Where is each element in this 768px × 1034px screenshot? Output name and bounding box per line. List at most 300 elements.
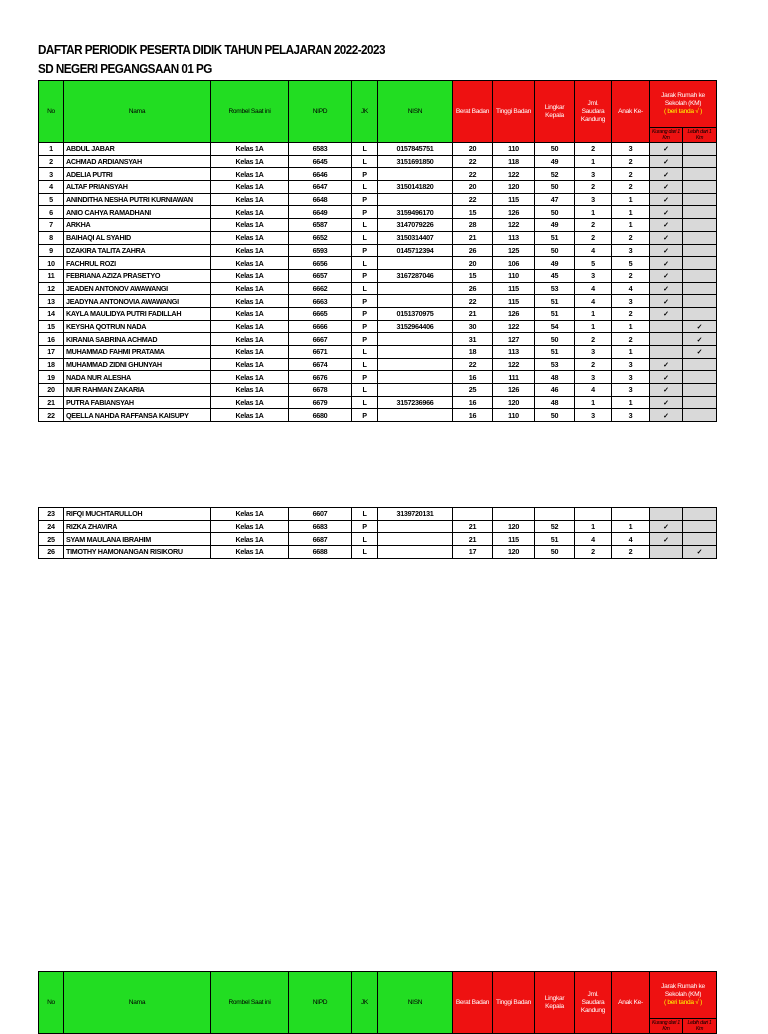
cell-lebih [683,409,717,422]
cell-lingkar: 51 [535,533,575,546]
cell-lebih [683,168,717,181]
cell-saudara [575,508,612,521]
cell-berat [453,508,493,521]
cell-rombel: Kelas 1A [211,358,289,371]
cell-nisn [378,295,453,308]
cell-rombel: Kelas 1A [211,320,289,333]
cell-kurang [650,346,683,359]
cell-saudara: 5 [575,257,612,270]
cell-nisn [378,546,453,559]
header-jarak-label: Jarak Rumah ke Sekolah (KM) [661,982,705,998]
cell-berat: 22 [453,155,493,168]
cell-kurang: ✓ [650,295,683,308]
cell-lingkar: 45 [535,269,575,282]
cell-rombel: Kelas 1A [211,244,289,257]
cell-nisn [378,282,453,295]
cell-nisn: 0157845751 [378,143,453,156]
cell-no: 20 [39,384,64,397]
header-jk: JK [352,972,378,1034]
cell-nipd: 6648 [289,193,352,206]
cell-no: 18 [39,358,64,371]
cell-jk: L [352,508,378,521]
cell-no: 6 [39,206,64,219]
table-row [39,346,717,359]
cell-lebih: ✓ [683,346,717,359]
header-no: No [39,81,64,143]
header-tinggi: Tinggi Badan [493,81,535,143]
cell-nipd: 6687 [289,533,352,546]
cell-nipd: 6593 [289,244,352,257]
cell-nama: KAYLA MAULIDYA PUTRI FADILLAH [64,307,211,320]
cell-lebih [683,371,717,384]
cell-jk: L [352,282,378,295]
cell-jk: P [352,244,378,257]
cell-tinggi: 111 [493,371,535,384]
cell-no: 13 [39,295,64,308]
cell-kurang: ✓ [650,257,683,270]
cell-tinggi: 113 [493,231,535,244]
cell-jk: L [352,181,378,194]
cell-tinggi: 120 [493,181,535,194]
table-row [39,508,717,521]
header-nama: Nama [64,81,211,143]
cell-nama: MUHAMMAD ZIDNI GHUNYAH [64,358,211,371]
cell-anak: 2 [612,155,650,168]
cell-nisn [378,384,453,397]
cell-nisn: 3167287046 [378,269,453,282]
cell-lingkar: 49 [535,219,575,232]
table-row [39,193,717,206]
cell-nisn [378,371,453,384]
cell-lebih [683,384,717,397]
cell-lebih [683,282,717,295]
cell-lebih [683,358,717,371]
cell-rombel: Kelas 1A [211,269,289,282]
cell-nipd: 6688 [289,546,352,559]
cell-anak: 2 [612,546,650,559]
cell-anak: 3 [612,409,650,422]
cell-nama: FEBRIANA AZIZA PRASETYO [64,269,211,282]
cell-berat: 22 [453,358,493,371]
table-row [39,533,717,546]
cell-saudara: 3 [575,168,612,181]
table-row [39,206,717,219]
cell-rombel: Kelas 1A [211,508,289,521]
cell-berat: 31 [453,333,493,346]
cell-jk: L [352,546,378,559]
cell-rombel: Kelas 1A [211,396,289,409]
cell-saudara: 2 [575,219,612,232]
cell-rombel: Kelas 1A [211,371,289,384]
cell-no: 2 [39,155,64,168]
cell-nisn [378,193,453,206]
cell-lebih [683,269,717,282]
cell-tinggi: 115 [493,533,535,546]
header-jarak-label: Jarak Rumah ke Sekolah (KM) [661,91,705,107]
cell-tinggi: 122 [493,358,535,371]
cell-anak: 2 [612,181,650,194]
cell-saudara: 2 [575,143,612,156]
cell-no: 15 [39,320,64,333]
cell-lebih [683,181,717,194]
cell-berat: 20 [453,143,493,156]
cell-tinggi [493,508,535,521]
cell-saudara: 2 [575,181,612,194]
header-jarak [650,972,717,1019]
cell-nama: SYAM MAULANA IBRAHIM [64,533,211,546]
table-row [39,307,717,320]
cell-jk: P [352,333,378,346]
cell-lebih [683,295,717,308]
cell-lebih: ✓ [683,546,717,559]
cell-nipd: 6662 [289,282,352,295]
cell-nisn: 0145712394 [378,244,453,257]
header-kurang: Kurang dari 1 Km [650,127,683,143]
header-jarak-note: ( beri tanda √ ) [663,107,703,115]
cell-kurang: ✓ [650,181,683,194]
cell-lingkar: 48 [535,371,575,384]
cell-nama: DZAKIRA TALITA ZAHRA [64,244,211,257]
cell-saudara: 4 [575,384,612,397]
cell-kurang: ✓ [650,520,683,533]
cell-lebih [683,257,717,270]
cell-nipd: 6607 [289,508,352,521]
cell-nipd: 6674 [289,358,352,371]
cell-lebih: ✓ [683,333,717,346]
cell-nama: RIFQI MUCHTARULLOH [64,508,211,521]
cell-kurang [650,508,683,521]
cell-saudara: 1 [575,320,612,333]
cell-tinggi: 115 [493,282,535,295]
cell-saudara: 3 [575,193,612,206]
cell-lebih [683,396,717,409]
header-nisn: NISN [378,81,453,143]
cell-tinggi: 122 [493,320,535,333]
cell-jk: L [352,231,378,244]
cell-kurang: ✓ [650,282,683,295]
cell-nipd: 6683 [289,520,352,533]
cell-lebih [683,231,717,244]
cell-anak: 1 [612,396,650,409]
cell-lingkar: 54 [535,320,575,333]
cell-lingkar: 52 [535,168,575,181]
cell-nama: MUHAMMAD FAHMI PRATAMA [64,346,211,359]
cell-kurang: ✓ [650,206,683,219]
table-row [39,295,717,308]
header-tinggi: Tinggi Badan [493,972,535,1034]
cell-kurang: ✓ [650,371,683,384]
cell-jk: P [352,307,378,320]
cell-lebih [683,193,717,206]
cell-lingkar: 49 [535,257,575,270]
cell-berat: 30 [453,320,493,333]
cell-kurang: ✓ [650,219,683,232]
cell-nama: ABDUL JABAR [64,143,211,156]
cell-saudara: 4 [575,295,612,308]
header-no: No [39,972,64,1034]
cell-jk: P [352,295,378,308]
table-row [39,168,717,181]
cell-berat: 28 [453,219,493,232]
cell-nipd: 6652 [289,231,352,244]
cell-nisn: 3150314407 [378,231,453,244]
cell-nisn: 3159496170 [378,206,453,219]
cell-anak: 2 [612,168,650,181]
cell-nama: ANINDITHA NESHA PUTRI KURNIAWAN [64,193,211,206]
cell-nipd: 6587 [289,219,352,232]
cell-nisn [378,533,453,546]
cell-berat: 20 [453,181,493,194]
table-row [39,358,717,371]
cell-jk: P [352,409,378,422]
cell-anak: 2 [612,269,650,282]
cell-no: 25 [39,533,64,546]
cell-nipd: 6646 [289,168,352,181]
cell-tinggi: 120 [493,520,535,533]
cell-nisn [378,409,453,422]
cell-rombel: Kelas 1A [211,409,289,422]
cell-anak: 3 [612,244,650,257]
cell-tinggi: 126 [493,384,535,397]
cell-saudara: 1 [575,520,612,533]
cell-anak: 2 [612,231,650,244]
cell-rombel: Kelas 1A [211,155,289,168]
cell-berat: 18 [453,346,493,359]
cell-rombel: Kelas 1A [211,307,289,320]
cell-lingkar: 52 [535,520,575,533]
cell-anak: 2 [612,307,650,320]
cell-saudara: 3 [575,371,612,384]
cell-rombel: Kelas 1A [211,143,289,156]
cell-anak: 3 [612,143,650,156]
cell-saudara: 2 [575,358,612,371]
header-berat: Berat Badan [453,972,493,1034]
cell-saudara: 2 [575,546,612,559]
header-lebih: Lebih dari 1 Km [683,1018,717,1034]
cell-kurang: ✓ [650,193,683,206]
cell-lebih [683,533,717,546]
cell-tinggi: 120 [493,546,535,559]
cell-nisn [378,333,453,346]
cell-saudara: 4 [575,244,612,257]
cell-berat: 15 [453,269,493,282]
cell-saudara: 1 [575,155,612,168]
cell-lebih [683,307,717,320]
cell-saudara: 1 [575,396,612,409]
cell-lingkar: 50 [535,244,575,257]
cell-kurang: ✓ [650,269,683,282]
cell-lebih [683,143,717,156]
header-nipd: NIPD [289,972,352,1034]
cell-lingkar: 49 [535,155,575,168]
cell-no: 17 [39,346,64,359]
cell-anak: 1 [612,320,650,333]
cell-lingkar: 51 [535,231,575,244]
cell-saudara: 3 [575,346,612,359]
cell-kurang: ✓ [650,409,683,422]
cell-nama: JEADEN ANTONOV AWAWANGI [64,282,211,295]
cell-jk: L [352,358,378,371]
cell-lingkar: 50 [535,333,575,346]
cell-anak: 1 [612,193,650,206]
cell-rombel: Kelas 1A [211,520,289,533]
cell-nama: ACHMAD ARDIANSYAH [64,155,211,168]
cell-nisn: 3157236966 [378,396,453,409]
cell-nama: BAIHAQI AL SYAHID [64,231,211,244]
cell-no: 10 [39,257,64,270]
cell-jk: P [352,520,378,533]
cell-nipd: 6663 [289,295,352,308]
cell-saudara: 2 [575,231,612,244]
header-lebih: Lebih dari 1 Km [683,127,717,143]
cell-berat: 25 [453,384,493,397]
cell-nisn: 3147079226 [378,219,453,232]
cell-lingkar: 51 [535,307,575,320]
cell-nisn: 3151691850 [378,155,453,168]
student-table [38,80,717,422]
cell-kurang: ✓ [650,168,683,181]
cell-no: 26 [39,546,64,559]
cell-no: 14 [39,307,64,320]
cell-tinggi: 113 [493,346,535,359]
cell-nama: ANIO CAHYA RAMADHANI [64,206,211,219]
cell-rombel: Kelas 1A [211,333,289,346]
cell-tinggi: 125 [493,244,535,257]
cell-berat: 21 [453,533,493,546]
cell-anak: 3 [612,295,650,308]
cell-nisn: 3152964406 [378,320,453,333]
table-row [39,231,717,244]
header-jk: JK [352,81,378,143]
cell-lingkar: 48 [535,396,575,409]
cell-lingkar: 50 [535,206,575,219]
cell-tinggi: 122 [493,219,535,232]
cell-lingkar: 51 [535,295,575,308]
cell-nipd: 6676 [289,371,352,384]
cell-nisn [378,520,453,533]
cell-nama: KEYSHA QOTRUN NADA [64,320,211,333]
cell-rombel: Kelas 1A [211,295,289,308]
table-row [39,371,717,384]
cell-nipd: 6645 [289,155,352,168]
cell-kurang [650,333,683,346]
cell-anak: 4 [612,533,650,546]
cell-no: 4 [39,181,64,194]
cell-nisn [378,358,453,371]
cell-kurang: ✓ [650,143,683,156]
cell-anak: 1 [612,520,650,533]
cell-lebih [683,219,717,232]
table-row [39,333,717,346]
cell-lingkar: 53 [535,282,575,295]
cell-berat: 26 [453,282,493,295]
cell-jk: P [352,320,378,333]
cell-anak: 3 [612,384,650,397]
table-row [39,155,717,168]
cell-lingkar [535,508,575,521]
school-name: SD NEGERI PEGANGSAAN 01 PG [38,61,212,76]
cell-lingkar: 46 [535,384,575,397]
cell-tinggi: 122 [493,168,535,181]
cell-saudara: 2 [575,333,612,346]
cell-nipd: 6679 [289,396,352,409]
cell-kurang [650,546,683,559]
cell-berat: 21 [453,231,493,244]
cell-tinggi: 126 [493,307,535,320]
cell-nipd: 6678 [289,384,352,397]
cell-nipd: 6667 [289,333,352,346]
cell-anak [612,508,650,521]
cell-kurang: ✓ [650,396,683,409]
header-nama: Nama [64,972,211,1034]
cell-jk: L [352,257,378,270]
cell-nama: RIZKA ZHAVIRA [64,520,211,533]
header-rombel: Rombel Saat ini [211,81,289,143]
cell-nama: ARKHA [64,219,211,232]
table-row [39,384,717,397]
table-row [39,269,717,282]
cell-nisn: 3150141820 [378,181,453,194]
cell-nama: PUTRA FABIANSYAH [64,396,211,409]
cell-nipd: 6657 [289,269,352,282]
cell-no: 9 [39,244,64,257]
cell-saudara: 3 [575,269,612,282]
cell-jk: P [352,206,378,219]
cell-lingkar: 47 [535,193,575,206]
cell-no: 3 [39,168,64,181]
cell-berat: 15 [453,206,493,219]
cell-nipd: 6680 [289,409,352,422]
cell-lingkar: 50 [535,409,575,422]
cell-rombel: Kelas 1A [211,282,289,295]
cell-jk: L [352,396,378,409]
cell-tinggi: 115 [493,295,535,308]
cell-berat: 16 [453,371,493,384]
cell-tinggi: 115 [493,193,535,206]
cell-tinggi: 127 [493,333,535,346]
cell-anak: 4 [612,282,650,295]
cell-jk: P [352,371,378,384]
cell-rombel: Kelas 1A [211,533,289,546]
cell-kurang [650,320,683,333]
cell-berat: 22 [453,193,493,206]
cell-tinggi: 110 [493,409,535,422]
cell-nama: ADELIA PUTRI [64,168,211,181]
cell-rombel: Kelas 1A [211,206,289,219]
cell-nisn [378,168,453,181]
cell-nama: ALTAF PRIANSYAH [64,181,211,194]
cell-anak: 3 [612,358,650,371]
cell-nama: JEADYNA ANTONOVIA AWAWANGI [64,295,211,308]
cell-rombel: Kelas 1A [211,384,289,397]
cell-saudara: 3 [575,409,612,422]
cell-anak: 1 [612,219,650,232]
cell-lebih [683,244,717,257]
cell-anak: 5 [612,257,650,270]
cell-nama: KIRANIA SABRINA ACHMAD [64,333,211,346]
table-row [39,244,717,257]
table-row [39,257,717,270]
cell-berat: 26 [453,244,493,257]
cell-anak: 3 [612,371,650,384]
cell-nipd: 6583 [289,143,352,156]
cell-nipd: 6671 [289,346,352,359]
cell-no: 1 [39,143,64,156]
cell-no: 19 [39,371,64,384]
cell-lingkar: 50 [535,546,575,559]
cell-lingkar: 50 [535,181,575,194]
cell-jk: L [352,346,378,359]
